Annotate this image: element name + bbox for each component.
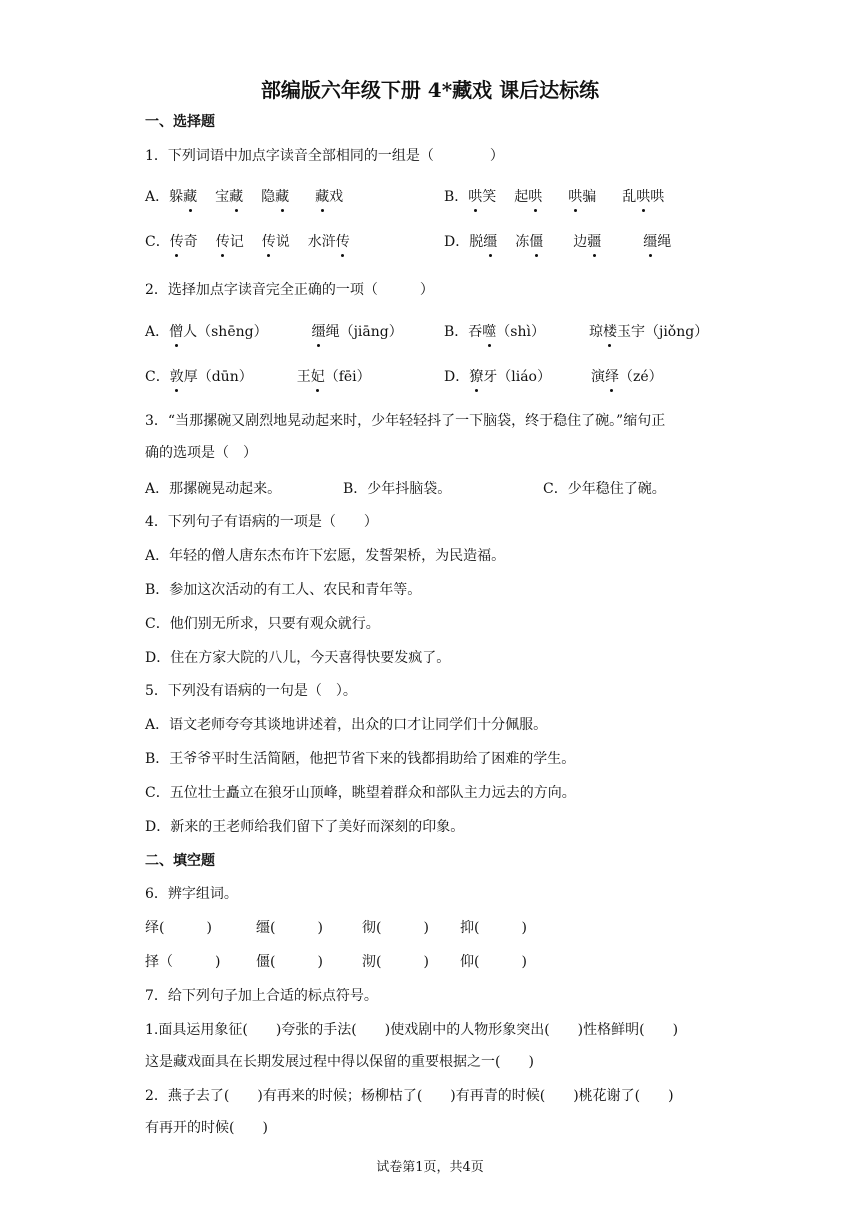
section-choice-heading: 一、选择题: [145, 114, 215, 130]
question-1-stem: 1．下列词语中加点字读音全部相同的一组是（ ）: [145, 148, 504, 164]
q2-option-b: B．吞噬（shì） 琼楼玉宇（jiǒng）: [444, 324, 709, 340]
q1-option-a: A．躲藏 宝藏 隐藏 藏戏: [145, 189, 344, 205]
q4-option-d: D．住在方家大院的八儿，今天喜得快要发疯了。: [145, 650, 451, 666]
q6-blank-8: 仰( ): [460, 954, 527, 970]
q5-option-c: C．五位壮士矗立在狼牙山顶峰，眺望着群众和部队主力远去的方向。: [145, 785, 576, 801]
q4-option-c: C．他们别无所求，只要有观众就行。: [145, 616, 380, 632]
question-5-stem: 5．下列没有语病的一句是（ ）。: [145, 683, 357, 699]
q1-option-d: D．脱缰 冻僵 边疆 缰绳: [444, 234, 672, 250]
q6-blank-6: 僵( ): [256, 954, 323, 970]
q1-option-b: B．哄笑 起哄 哄骗 乱哄哄: [444, 189, 665, 205]
q7-sentence-2-line2: 有再开的时候( ): [145, 1120, 268, 1136]
question-7-stem: 7．给下列句子加上合适的标点符号。: [145, 988, 378, 1004]
q2-option-a: A．僧人（shēng） 缰绳（jiāng）: [145, 324, 403, 340]
page-footer: 试卷第1页，共4页: [376, 1160, 484, 1175]
q5-option-a: A．语文老师夸夸其谈地讲述着，出众的口才让同学们十分佩服。: [145, 717, 548, 733]
q6-blank-2: 缰( ): [256, 920, 323, 936]
q6-blank-7: 沏( ): [362, 954, 429, 970]
q6-blank-1: 绎( ): [145, 920, 212, 936]
q4-option-a: A．年轻的僧人唐东杰布许下宏愿，发誓架桥，为民造福。: [145, 548, 506, 564]
section-fill-heading: 二、填空题: [145, 853, 215, 869]
q1-option-c: C．传奇 传记 传说 水浒传: [145, 234, 350, 250]
q7-sentence-1-line2: 这是藏戏面具在长期发展过程中得以保留的重要根据之一( ): [145, 1054, 534, 1070]
q2-option-c: C．敦厚（dūn） 王妃（fēi）: [145, 369, 371, 385]
q3-option-a: A．那摞碗晃动起来。: [145, 481, 282, 497]
question-2-stem: 2．选择加点字读音完全正确的一项（ ）: [145, 282, 434, 298]
q6-blank-4: 抑( ): [460, 920, 527, 936]
q7-sentence-2-line1: 2．燕子去了( )有再来的时候；杨柳枯了( )有再青的时候( )桃花谢了( ): [145, 1088, 674, 1104]
q6-blank-3: 彻( ): [362, 920, 429, 936]
question-4-stem: 4．下列句子有语病的一项是（ ）: [145, 514, 378, 530]
page-title: 部编版六年级下册 4*藏戏 课后达标练: [260, 78, 600, 102]
question-3-stem-line2: 确的选项是（ ）: [145, 445, 257, 461]
q5-option-d: D．新来的王老师给我们留下了美好而深刻的印象。: [145, 819, 465, 835]
q4-option-b: B．参加这次活动的有工人、农民和青年等。: [145, 582, 422, 598]
q6-blank-5: 择（ ): [145, 954, 221, 970]
q7-sentence-1-line1: 1.面具运用象征( )夸张的手法( )使戏剧中的人物形象突出( )性格鲜明( ): [145, 1022, 679, 1038]
q5-option-b: B．王爷爷平时生活简陋，他把节省下来的钱都捐助给了困难的学生。: [145, 751, 576, 767]
q3-option-b: B．少年抖脑袋。: [343, 481, 452, 497]
question-3-stem-line1: 3．“当那摞碗又剧烈地晃动起来时，少年轻轻抖了一下脑袋，终于稳住了碗。”缩句正: [145, 413, 666, 429]
q3-option-c: C．少年稳住了碗。: [543, 481, 666, 497]
q2-option-d: D．獠牙（liáo） 演绎（zé）: [444, 369, 663, 385]
question-6-stem: 6．辨字组词。: [145, 886, 238, 902]
